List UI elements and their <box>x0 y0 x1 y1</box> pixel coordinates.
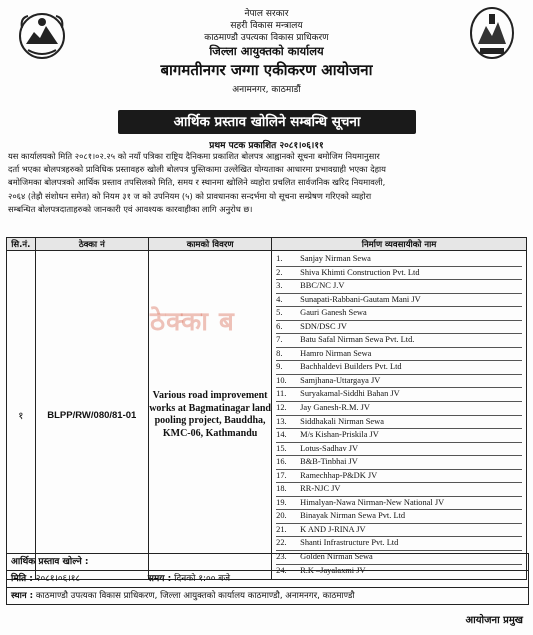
list-item <box>276 375 522 389</box>
bidder-name: Himalyan-Nawa Nirman-New National JV <box>300 497 445 507</box>
bidder-name: B&B-Tinbhai JV <box>300 457 358 467</box>
list-item <box>276 348 522 362</box>
paragraph-line: सम्बन्धित बोलपत्रदाताहरुको जानकारी एवं आवश्यक कारवाहीका लागि अनुरोध छ। <box>8 203 253 214</box>
paragraph-line: दर्ता भएका बोलपत्रहरुको प्राविधिक प्रस्तावहरु खोली बोलपत्र पुस्तिकामा उल्लेखित योग्यताका आधारमा प्रभावग्राही भएका देहाय <box>8 164 386 175</box>
table-row <box>7 251 527 580</box>
bidder-name: Ramechhap-P&DK JV <box>300 470 378 480</box>
bidder-number: 23. <box>276 552 287 562</box>
bidder-number: 4. <box>276 294 283 304</box>
bidder-name: RR-NJC JV <box>300 484 341 494</box>
date-label: मिति : <box>11 574 33 584</box>
bidder-number: 22. <box>276 538 287 548</box>
list-item <box>276 456 522 470</box>
bidder-name: Lotus-Sadhav JV <box>300 443 359 453</box>
cell-contract-no: BLPP/RW/080/81-01 <box>35 251 148 580</box>
list-item <box>276 402 522 416</box>
list-item <box>276 470 522 484</box>
list-item <box>276 483 522 497</box>
list-item <box>276 443 522 457</box>
bidder-name: R.K –Jayalaxmi JV <box>300 565 366 575</box>
bidder-name: Siddhakali Nirman Sewa <box>300 416 384 426</box>
bidder-number: 21. <box>276 524 287 534</box>
bidder-name: Hamro Nirman Sewa <box>300 348 372 358</box>
header <box>0 0 533 106</box>
bidder-list <box>276 253 522 577</box>
bidder-number: 18. <box>276 484 287 494</box>
cell-work-description: Various road improvement works at Bagmatinagar land pooling project, Bauddha, KMC-06, Kathmandu <box>149 251 272 580</box>
bidder-number: 3. <box>276 281 283 291</box>
bidder-number: 7. <box>276 335 283 345</box>
bidder-name: Bachhaldevi Builders Pvt. Ltd <box>300 362 402 372</box>
bidder-name: M/s Kishan-Priskila JV <box>300 430 379 440</box>
bidder-number: 6. <box>276 321 283 331</box>
bidder-name: Suryakamal-Siddhi Bahan JV <box>300 389 400 399</box>
header-line-ministry: सहरी विकास मन्त्रालय <box>230 21 303 31</box>
bidder-name: Samjhana-Uttargaya JV <box>300 375 381 385</box>
bidder-name: Shanti Infrastructure Pvt. Ltd <box>300 538 399 548</box>
list-item <box>276 429 522 443</box>
list-item <box>276 510 522 524</box>
bidder-number: 17. <box>276 470 287 480</box>
bidder-number: 1. <box>276 254 283 263</box>
bidder-name: Shiva Khimti Construction Pvt. Ltd <box>300 267 420 277</box>
list-item <box>276 321 522 335</box>
notice-paragraph <box>8 150 526 216</box>
header-sn: सि.नं. <box>7 238 36 251</box>
header-line-office: जिल्ला आयुक्तको कार्यालय <box>209 44 324 58</box>
bidder-name: Jay Ganesh-R.M. JV <box>300 403 370 413</box>
place-row <box>7 588 528 604</box>
bidder-number: 13. <box>276 416 287 426</box>
bidder-number: 8. <box>276 348 283 358</box>
opening-details <box>6 553 529 605</box>
notice-title-banner: आर्थिक प्रस्ताव खोलिने सम्बन्धि सूचना <box>118 110 416 134</box>
header-bidder-name: निर्माण व्यवसायीको नाम <box>272 238 527 251</box>
time-value: दिनको १:०० बजे <box>174 574 231 584</box>
bidder-number: 24. <box>276 565 287 575</box>
header-work-description: कामको विवरण <box>149 238 272 251</box>
opening-label-row <box>7 554 528 571</box>
list-item <box>276 497 522 511</box>
bidder-number: 15. <box>276 443 287 453</box>
list-item <box>276 361 522 375</box>
bidder-name: BBC/NC J.V <box>300 281 345 291</box>
list-item <box>276 334 522 348</box>
bidder-number: 19. <box>276 497 287 507</box>
date-value: २०८१।०६।१८ <box>35 574 81 584</box>
bidder-name: Gauri Ganesh Sewa <box>300 308 367 318</box>
bidder-name: Sunapati-Rabbani-Gautam Mani JV <box>300 294 421 304</box>
list-item <box>276 253 522 267</box>
bidder-number: 16. <box>276 457 287 467</box>
header-line-authority: काठमाण्डौ उपत्यका विकास प्राधिकरण <box>204 33 329 43</box>
list-item <box>276 537 522 551</box>
bidder-number: 12. <box>276 403 287 413</box>
header-line-address: अनामनगर, काठमाडौं <box>232 85 301 95</box>
bidder-number: 10. <box>276 375 287 385</box>
paragraph-line: बमोजिमका बोलपत्रको आर्थिक प्रस्ताव तपसिलको मिति, समय र स्थानमा खोलिने व्यहोरा प्रचलित सार्वजनिक खरिद नियमावली, <box>8 177 386 188</box>
watermark: ठेक्का ब <box>150 307 235 337</box>
header-contract-no: ठेक्का नं <box>35 238 148 251</box>
list-item <box>276 267 522 281</box>
bidder-number: 14. <box>276 430 287 440</box>
cell-sn: १ <box>7 251 36 580</box>
place-label: स्थान : <box>11 591 34 601</box>
place-value: काठमाण्डौ उपत्यका विकास प्राधिकरण, जिल्ला आयुक्तको कार्यालय काठमाण्डौ, अनामनगर, काठमाण्डौ <box>35 591 355 601</box>
date-time-row <box>7 571 528 588</box>
paragraph-line: यस कार्यालयको मिति २०८१।०२.२५ को नयाँ पत्रिका राष्ट्रिय दैनिकमा प्रकाशित बोलपत्र आह्वानको सूचना बमोजिम नियमानुसार <box>8 151 380 161</box>
opening-label: आर्थिक प्रस्ताव खोल्ने : <box>11 557 89 567</box>
bidder-name: Batu Safal Nirman Sewa Pvt. Ltd. <box>300 335 415 345</box>
bidder-name: Golden Nirman Sewa <box>300 552 373 562</box>
bidder-number: 11. <box>276 389 287 399</box>
signature-project-chief: आयोजना प्रमुख <box>465 615 523 626</box>
bidders-table <box>6 237 527 580</box>
bidder-number: 9. <box>276 362 283 372</box>
list-item <box>276 388 522 402</box>
header-line-project: बागमतीनगर जग्गा एकीकरण आयोजना <box>160 61 373 79</box>
bidder-number: 5. <box>276 308 283 318</box>
bidder-name: K AND J-RINA JV <box>300 524 366 534</box>
bidder-name: Binayak Nirman Sewa Pvt. Ltd <box>300 511 406 521</box>
list-item <box>276 416 522 430</box>
bidder-number: 2. <box>276 267 283 277</box>
list-item <box>276 280 522 294</box>
bidder-name: Sanjay Nirman Sewa <box>300 254 371 263</box>
cell-bidder-list <box>272 251 527 580</box>
list-item <box>276 294 522 308</box>
bidder-number: 20. <box>276 511 287 521</box>
time-label: समय : <box>147 574 172 584</box>
list-item <box>276 307 522 321</box>
publication-date: प्रथम पटक प्रकाशित २०८१।०६।११ <box>209 141 324 151</box>
header-line-government: नेपाल सरकार <box>244 9 289 19</box>
bidder-name: SDN/DSC JV <box>300 321 347 331</box>
paragraph-line: २०६४ (तेह्रौ संशोधन समेत) को नियम ३१ ज को उपनियम (५) को प्रावधानका सन्दर्भमा यो सूचना सम्प्रेषण गरिएको व्यहोरा <box>8 190 372 201</box>
list-item <box>276 524 522 538</box>
table-header-row <box>7 238 527 251</box>
